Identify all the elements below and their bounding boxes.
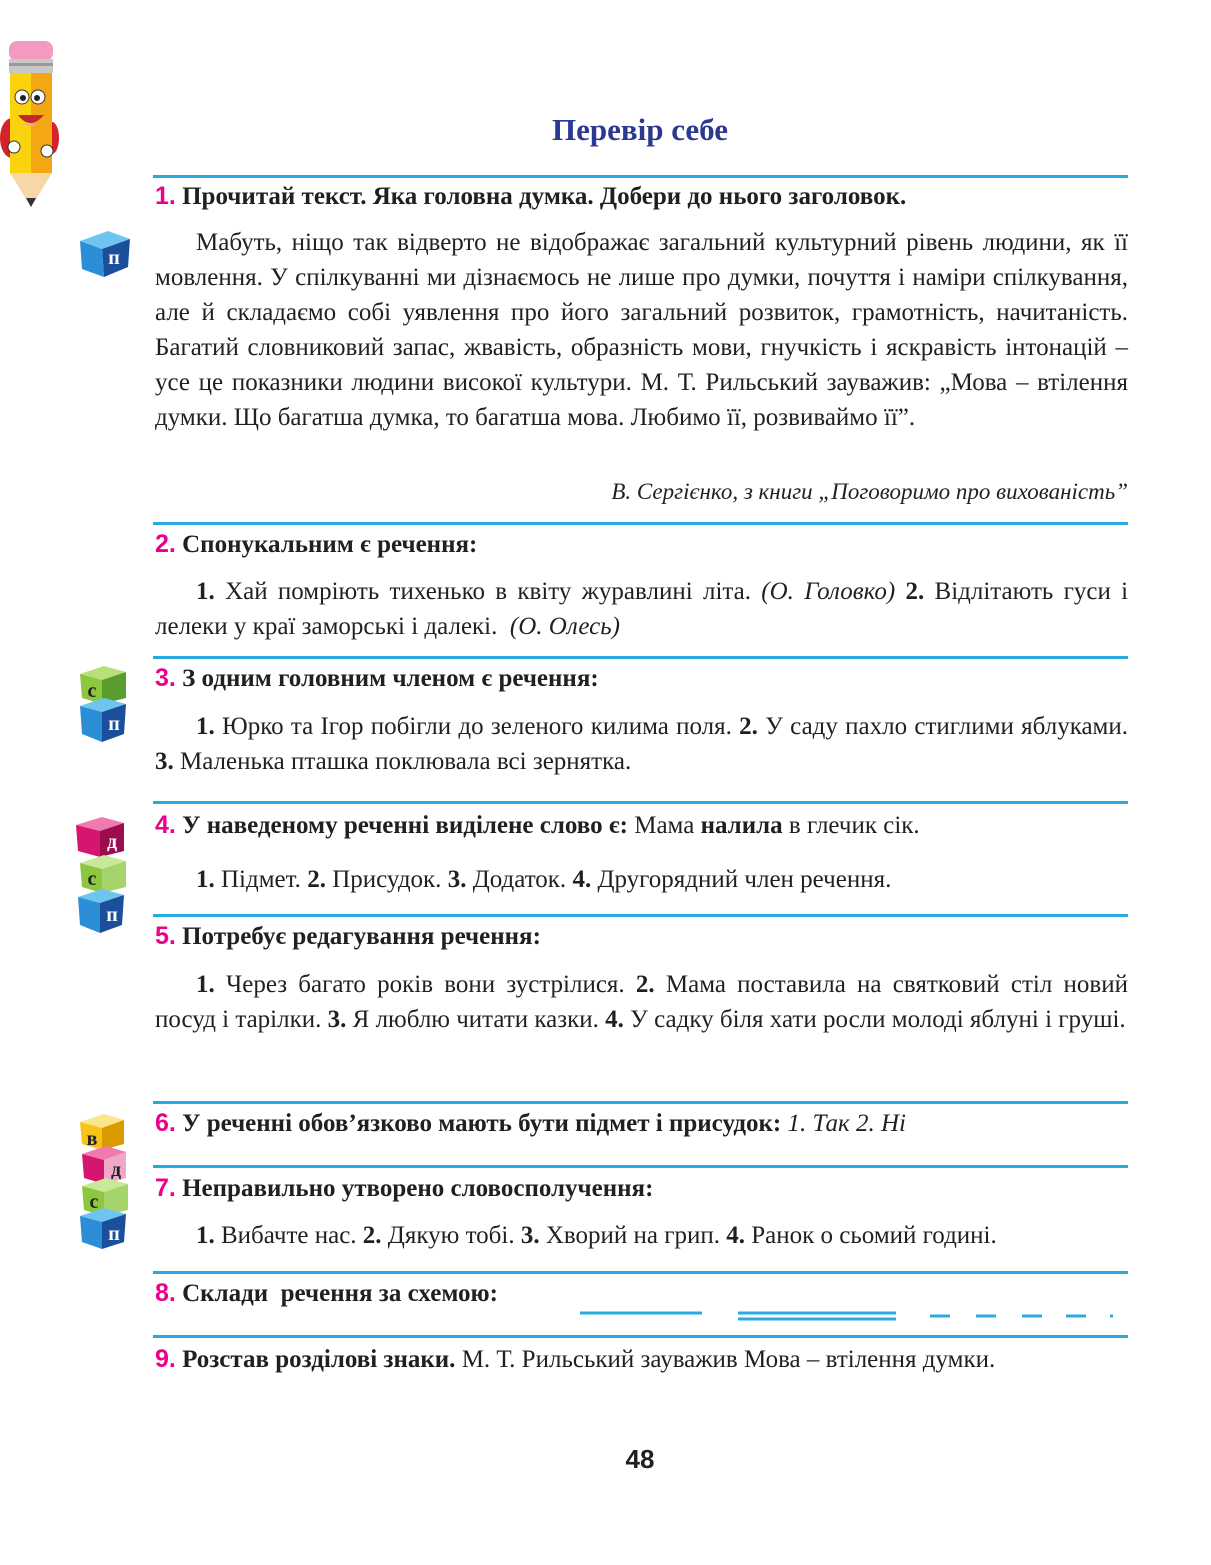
option-text: Юрко та Ігор побігли до зеленого килима поля. xyxy=(222,713,732,740)
option-text: Присудок. xyxy=(332,866,442,893)
question-text: Неправильно утворено словосполучення: xyxy=(182,1175,654,1202)
cube-stack-dsp-icon xyxy=(74,815,136,935)
option-text: Другорядний член речення. xyxy=(597,866,892,893)
divider xyxy=(153,175,1128,178)
question-number: 7. xyxy=(155,1174,176,1202)
option-number: 2. xyxy=(905,578,925,605)
option-number: 1. xyxy=(196,866,215,893)
option-number: 1. xyxy=(196,713,215,740)
cube-letter: с xyxy=(87,680,97,702)
cube-letter: с xyxy=(87,868,97,890)
question-number: 5. xyxy=(155,922,176,950)
question-text: Спонукальним є речення: xyxy=(182,531,478,558)
option-text: Відлітають гуси і лелеки у краї заморські і далекі. xyxy=(155,578,1129,640)
question-number: 6. xyxy=(155,1109,176,1137)
cube-letter: д xyxy=(106,831,118,853)
option-text: Ранок о сьомий годині. xyxy=(751,1222,997,1249)
option-text: Підмет. xyxy=(221,866,301,893)
question-9 xyxy=(155,1345,1130,1374)
question-5 xyxy=(155,922,1130,951)
answer-options xyxy=(155,1218,1128,1253)
option-number: 2. xyxy=(635,971,655,998)
option-number: 3. xyxy=(155,748,174,775)
question-text: У наведеному реченні виділене слово є: xyxy=(182,812,628,839)
option-text: Мама поставила на святковий стіл новий посуд і тарілки. xyxy=(155,971,1128,1033)
answer-options xyxy=(155,574,1128,644)
option-number: 1. xyxy=(196,578,215,605)
option-number: 4. xyxy=(605,1006,624,1033)
cube-stack-sp-icon xyxy=(76,662,134,746)
question-7 xyxy=(155,1174,1130,1203)
option-text: У саду пахло стиглими яблуками. xyxy=(765,713,1129,740)
divider xyxy=(153,1335,1128,1338)
option-number: 4. xyxy=(572,866,592,893)
divider xyxy=(153,801,1128,804)
option-number: 1. xyxy=(196,1222,215,1249)
question-number: 2. xyxy=(155,530,176,558)
page-title: Перевір себе xyxy=(552,112,728,147)
question-text: У реченні обов’язково мають бути підмет і присудок: xyxy=(182,1110,782,1137)
divider xyxy=(153,1271,1128,1274)
question-1 xyxy=(155,182,1130,211)
answer-options xyxy=(155,862,1128,897)
question-number: 1. xyxy=(155,182,176,210)
passage-source: В. Сергієнко, з книги „Поговоримо про вихованість” xyxy=(611,479,1128,504)
option-text: Додаток. xyxy=(472,866,567,893)
question-text: Розстав розділові знаки. xyxy=(182,1346,456,1373)
option-text: Маленька пташка поклювала всі зернятка. xyxy=(180,748,632,775)
question-8 xyxy=(155,1279,1130,1308)
divider xyxy=(153,914,1128,917)
cube-letter: д xyxy=(110,1159,122,1181)
question-number: 9. xyxy=(155,1345,176,1373)
answer-options xyxy=(155,709,1128,779)
question-text: З одним головним членом є речення: xyxy=(182,665,599,692)
question-text: Прочитай текст. Яка головна думка. Добери до нього заголовок. xyxy=(182,183,907,210)
question-number: 3. xyxy=(155,664,176,692)
highlighted-word: налила xyxy=(700,812,783,839)
question-6 xyxy=(155,1109,1130,1138)
option-text: Я люблю читати казки. xyxy=(352,1006,599,1033)
passage-text: Мабуть, ніщо так відверто не відображає загальний культурний рівень людини, як її мовлення. У спілкуванні ми дізнаємось не лише про думки, почуття і наміри спілкування, але й складаємо собі уявлення про його загальний розвиток, грамотність, начитаність. Багатий словниковий запас, жвавість, образність мови, гнучкість і яскравість інтонацій – усе це показники людини високої культури. М. Т. Рильський зауважив: „Мова – втілення думки. Що багатша думка, то багатша мова. Любимо її, розвиваймо її”. xyxy=(155,229,1128,431)
question-3 xyxy=(155,664,1130,693)
answer-options xyxy=(155,967,1128,1037)
option-number: 3. xyxy=(447,866,467,893)
sentence-part: в глечик сік. xyxy=(788,812,920,839)
question-number: 4. xyxy=(155,811,176,839)
cube-letter: п xyxy=(108,713,120,735)
sentence-scheme xyxy=(578,1305,1118,1325)
page-number: 48 xyxy=(625,1444,655,1474)
divider xyxy=(153,1101,1128,1104)
divider xyxy=(153,522,1128,525)
question-2 xyxy=(155,530,1130,559)
option-number: 2. xyxy=(362,1222,382,1249)
divider xyxy=(153,1165,1128,1168)
question-text: Потребує редагування речення: xyxy=(182,923,541,950)
answer-choices: 1. Так 2. Ні xyxy=(787,1110,906,1137)
question-4 xyxy=(155,811,1130,840)
option-number: 1. xyxy=(196,971,215,998)
option-text: Хворий на грип. xyxy=(545,1222,721,1249)
cube-letter: с xyxy=(89,1191,99,1213)
option-author: (О. Головко) xyxy=(761,578,896,605)
cube-letter: п xyxy=(106,904,118,926)
cube-p-icon xyxy=(78,227,132,279)
divider xyxy=(153,656,1128,659)
option-text: Вибачте нас. xyxy=(221,1222,357,1249)
option-text: У садку біля хати росли молоді яблуні і груші. xyxy=(630,1006,1126,1033)
option-text: Хай помріють тихенько в квіту журавлині літа. xyxy=(225,578,751,605)
question-text: Склади речення за схемою: xyxy=(182,1280,498,1307)
option-number: 2. xyxy=(307,866,326,893)
cube-letter: в xyxy=(86,1128,98,1150)
option-number: 3. xyxy=(327,1006,347,1033)
option-number: 3. xyxy=(520,1222,540,1249)
option-number: 2. xyxy=(739,713,758,740)
cube-letter: п xyxy=(108,247,120,269)
option-text: Дякую тобі. xyxy=(387,1222,515,1249)
task-sentence: М. Т. Рильський зауважив Мова – втілення думки. xyxy=(461,1346,996,1373)
option-text: Через багато років вони зустрілися. xyxy=(225,971,625,998)
option-author: (О. Олесь) xyxy=(509,613,620,640)
cube-letter: п xyxy=(108,1223,120,1245)
question-number: 8. xyxy=(155,1279,176,1307)
sentence-part: Мама xyxy=(634,812,695,839)
option-number: 4. xyxy=(726,1222,746,1249)
cube-stack-vdsp-icon xyxy=(76,1112,136,1250)
